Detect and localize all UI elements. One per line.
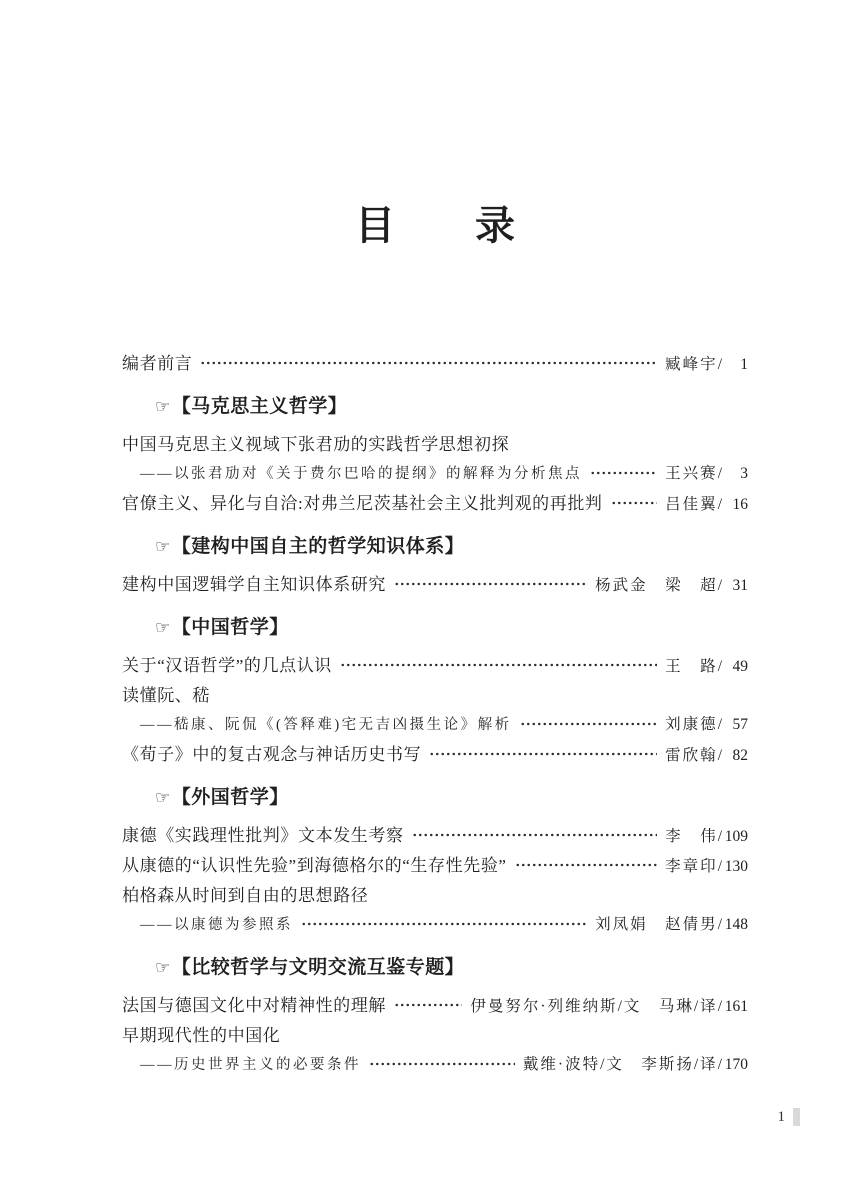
entry-title: 柏格森从时间到自由的思想路径 bbox=[122, 886, 369, 905]
entry-authors: 伊曼努尔·列维纳斯/文 马琳/译 bbox=[470, 998, 718, 1015]
section-title: 【外国哲学】 bbox=[171, 787, 289, 808]
entry-page-number: 170 bbox=[724, 1056, 748, 1073]
toc-entry bbox=[122, 349, 748, 379]
toc-entry bbox=[122, 570, 748, 600]
dot-leader bbox=[394, 570, 587, 600]
toc-section-header bbox=[155, 613, 748, 642]
author-page-separator: / bbox=[717, 716, 722, 733]
author-page-separator: / bbox=[717, 747, 722, 764]
toc-entry bbox=[122, 991, 748, 1021]
entry-page-number: 3 bbox=[740, 465, 748, 482]
toc-section-header bbox=[155, 783, 748, 812]
toc-entry bbox=[122, 430, 748, 459]
footer-page-number: 1 bbox=[777, 1108, 785, 1125]
entry-authors: 王兴赛 bbox=[665, 465, 718, 482]
toc-subentry bbox=[122, 910, 748, 940]
toc-entry bbox=[122, 740, 748, 770]
entry-page-number: 148 bbox=[724, 916, 748, 933]
toc-entry bbox=[122, 651, 748, 681]
entry-title: 康德《实践理性批判》文本发生考察 bbox=[122, 826, 404, 845]
entry-page-number: 31 bbox=[732, 577, 748, 594]
entry-page-number: 82 bbox=[732, 747, 748, 764]
entry-title: ——以康德为参照系 bbox=[140, 917, 293, 933]
pointing-hand-icon: ☞ bbox=[155, 618, 171, 638]
entry-page-number: 130 bbox=[724, 858, 748, 875]
author-page-separator: / bbox=[717, 356, 722, 373]
pointing-hand-icon: ☞ bbox=[155, 788, 171, 808]
entry-title: 法国与德国文化中对精神性的理解 bbox=[122, 996, 386, 1015]
author-page-separator: / bbox=[717, 916, 722, 933]
dot-leader bbox=[340, 651, 657, 681]
footer-edge-marker bbox=[793, 1108, 800, 1126]
dot-leader bbox=[590, 459, 657, 489]
dot-leader bbox=[515, 851, 658, 881]
toc-entry bbox=[122, 881, 748, 910]
entry-authors: 刘凤娟 赵倩男 bbox=[595, 916, 718, 933]
toc-entry bbox=[122, 1021, 748, 1050]
section-title: 【建构中国自主的哲学知识体系】 bbox=[171, 536, 465, 557]
pointing-hand-icon: ☞ bbox=[155, 397, 171, 417]
author-page-separator: / bbox=[717, 465, 722, 482]
section-title: 【马克思主义哲学】 bbox=[171, 396, 348, 417]
toc-entry bbox=[122, 681, 748, 710]
entry-authors: 吕佳翼 bbox=[665, 496, 718, 513]
section-title: 【比较哲学与文明交流互鉴专题】 bbox=[171, 957, 465, 978]
page-footer bbox=[778, 1108, 801, 1126]
author-page-separator: / bbox=[717, 858, 722, 875]
toc-section-header bbox=[155, 532, 748, 561]
toc-entry bbox=[122, 489, 748, 519]
entry-authors: 雷欣翰 bbox=[665, 747, 718, 764]
toc-section-header bbox=[155, 392, 748, 421]
dot-leader bbox=[394, 991, 462, 1021]
author-page-separator: / bbox=[717, 998, 722, 1015]
dot-leader bbox=[301, 910, 587, 940]
entry-title: 官僚主义、异化与自洽:对弗兰尼茨基社会主义批判观的再批判 bbox=[122, 494, 603, 513]
entry-authors: 杨武金 梁 超 bbox=[595, 577, 718, 594]
entry-title: 建构中国逻辑学自主知识体系研究 bbox=[122, 575, 386, 594]
author-page-separator: / bbox=[717, 577, 722, 594]
entry-page-number: 57 bbox=[732, 716, 748, 733]
entry-page-number: 161 bbox=[724, 998, 748, 1015]
pointing-hand-icon: ☞ bbox=[155, 537, 171, 557]
entry-page-number: 109 bbox=[724, 828, 748, 845]
toc-section-header bbox=[155, 953, 748, 982]
entry-authors: 王 路 bbox=[665, 658, 718, 675]
author-page-separator: / bbox=[717, 658, 722, 675]
entry-title: 编者前言 bbox=[122, 354, 193, 373]
toc-entry bbox=[122, 851, 748, 881]
entry-authors: 李章印 bbox=[665, 858, 718, 875]
entry-title: 从康德的“认识性先验”到海德格尔的“生存性先验” bbox=[122, 856, 507, 875]
entry-authors: 戴维·波特/文 李斯扬/译 bbox=[522, 1056, 718, 1073]
entry-title: 《荀子》中的复古观念与神话历史书写 bbox=[122, 745, 422, 764]
author-page-separator: / bbox=[717, 1056, 722, 1073]
page-title: 目 录 bbox=[355, 203, 515, 248]
author-page-separator: / bbox=[717, 828, 722, 845]
dot-leader bbox=[520, 710, 658, 740]
entry-title: 关于“汉语哲学”的几点认识 bbox=[122, 656, 332, 675]
entry-title: ——以张君劢对《关于费尔巴哈的提纲》的解释为分析焦点 bbox=[140, 466, 582, 482]
author-page-separator: / bbox=[717, 496, 722, 513]
entry-title: 早期现代性的中国化 bbox=[122, 1026, 281, 1045]
dot-leader bbox=[611, 489, 658, 519]
entry-title: 中国马克思主义视域下张君劢的实践哲学思想初探 bbox=[122, 435, 510, 454]
dot-leader bbox=[412, 821, 658, 851]
toc-subentry bbox=[122, 459, 748, 489]
dot-leader bbox=[369, 1050, 515, 1080]
entry-title: ——历史世界主义的必要条件 bbox=[140, 1057, 361, 1073]
toc-subentry bbox=[122, 1050, 748, 1080]
entry-authors: 李 伟 bbox=[665, 828, 718, 845]
section-title: 【中国哲学】 bbox=[171, 617, 289, 638]
entry-title: ——嵇康、阮侃《(答释难)宅无吉凶摄生论》解析 bbox=[140, 717, 512, 733]
dot-leader bbox=[429, 740, 657, 770]
entry-title: 读懂阮、嵇 bbox=[122, 686, 210, 705]
dot-leader bbox=[200, 349, 657, 379]
pointing-hand-icon: ☞ bbox=[155, 958, 171, 978]
toc-subentry bbox=[122, 710, 748, 740]
entry-page-number: 1 bbox=[740, 356, 748, 373]
entry-authors: 刘康德 bbox=[665, 716, 718, 733]
entry-authors: 臧峰宇 bbox=[665, 356, 718, 373]
entry-page-number: 16 bbox=[732, 496, 748, 513]
toc-list bbox=[122, 349, 748, 1080]
toc-entry bbox=[122, 821, 748, 851]
entry-page-number: 49 bbox=[732, 658, 748, 675]
